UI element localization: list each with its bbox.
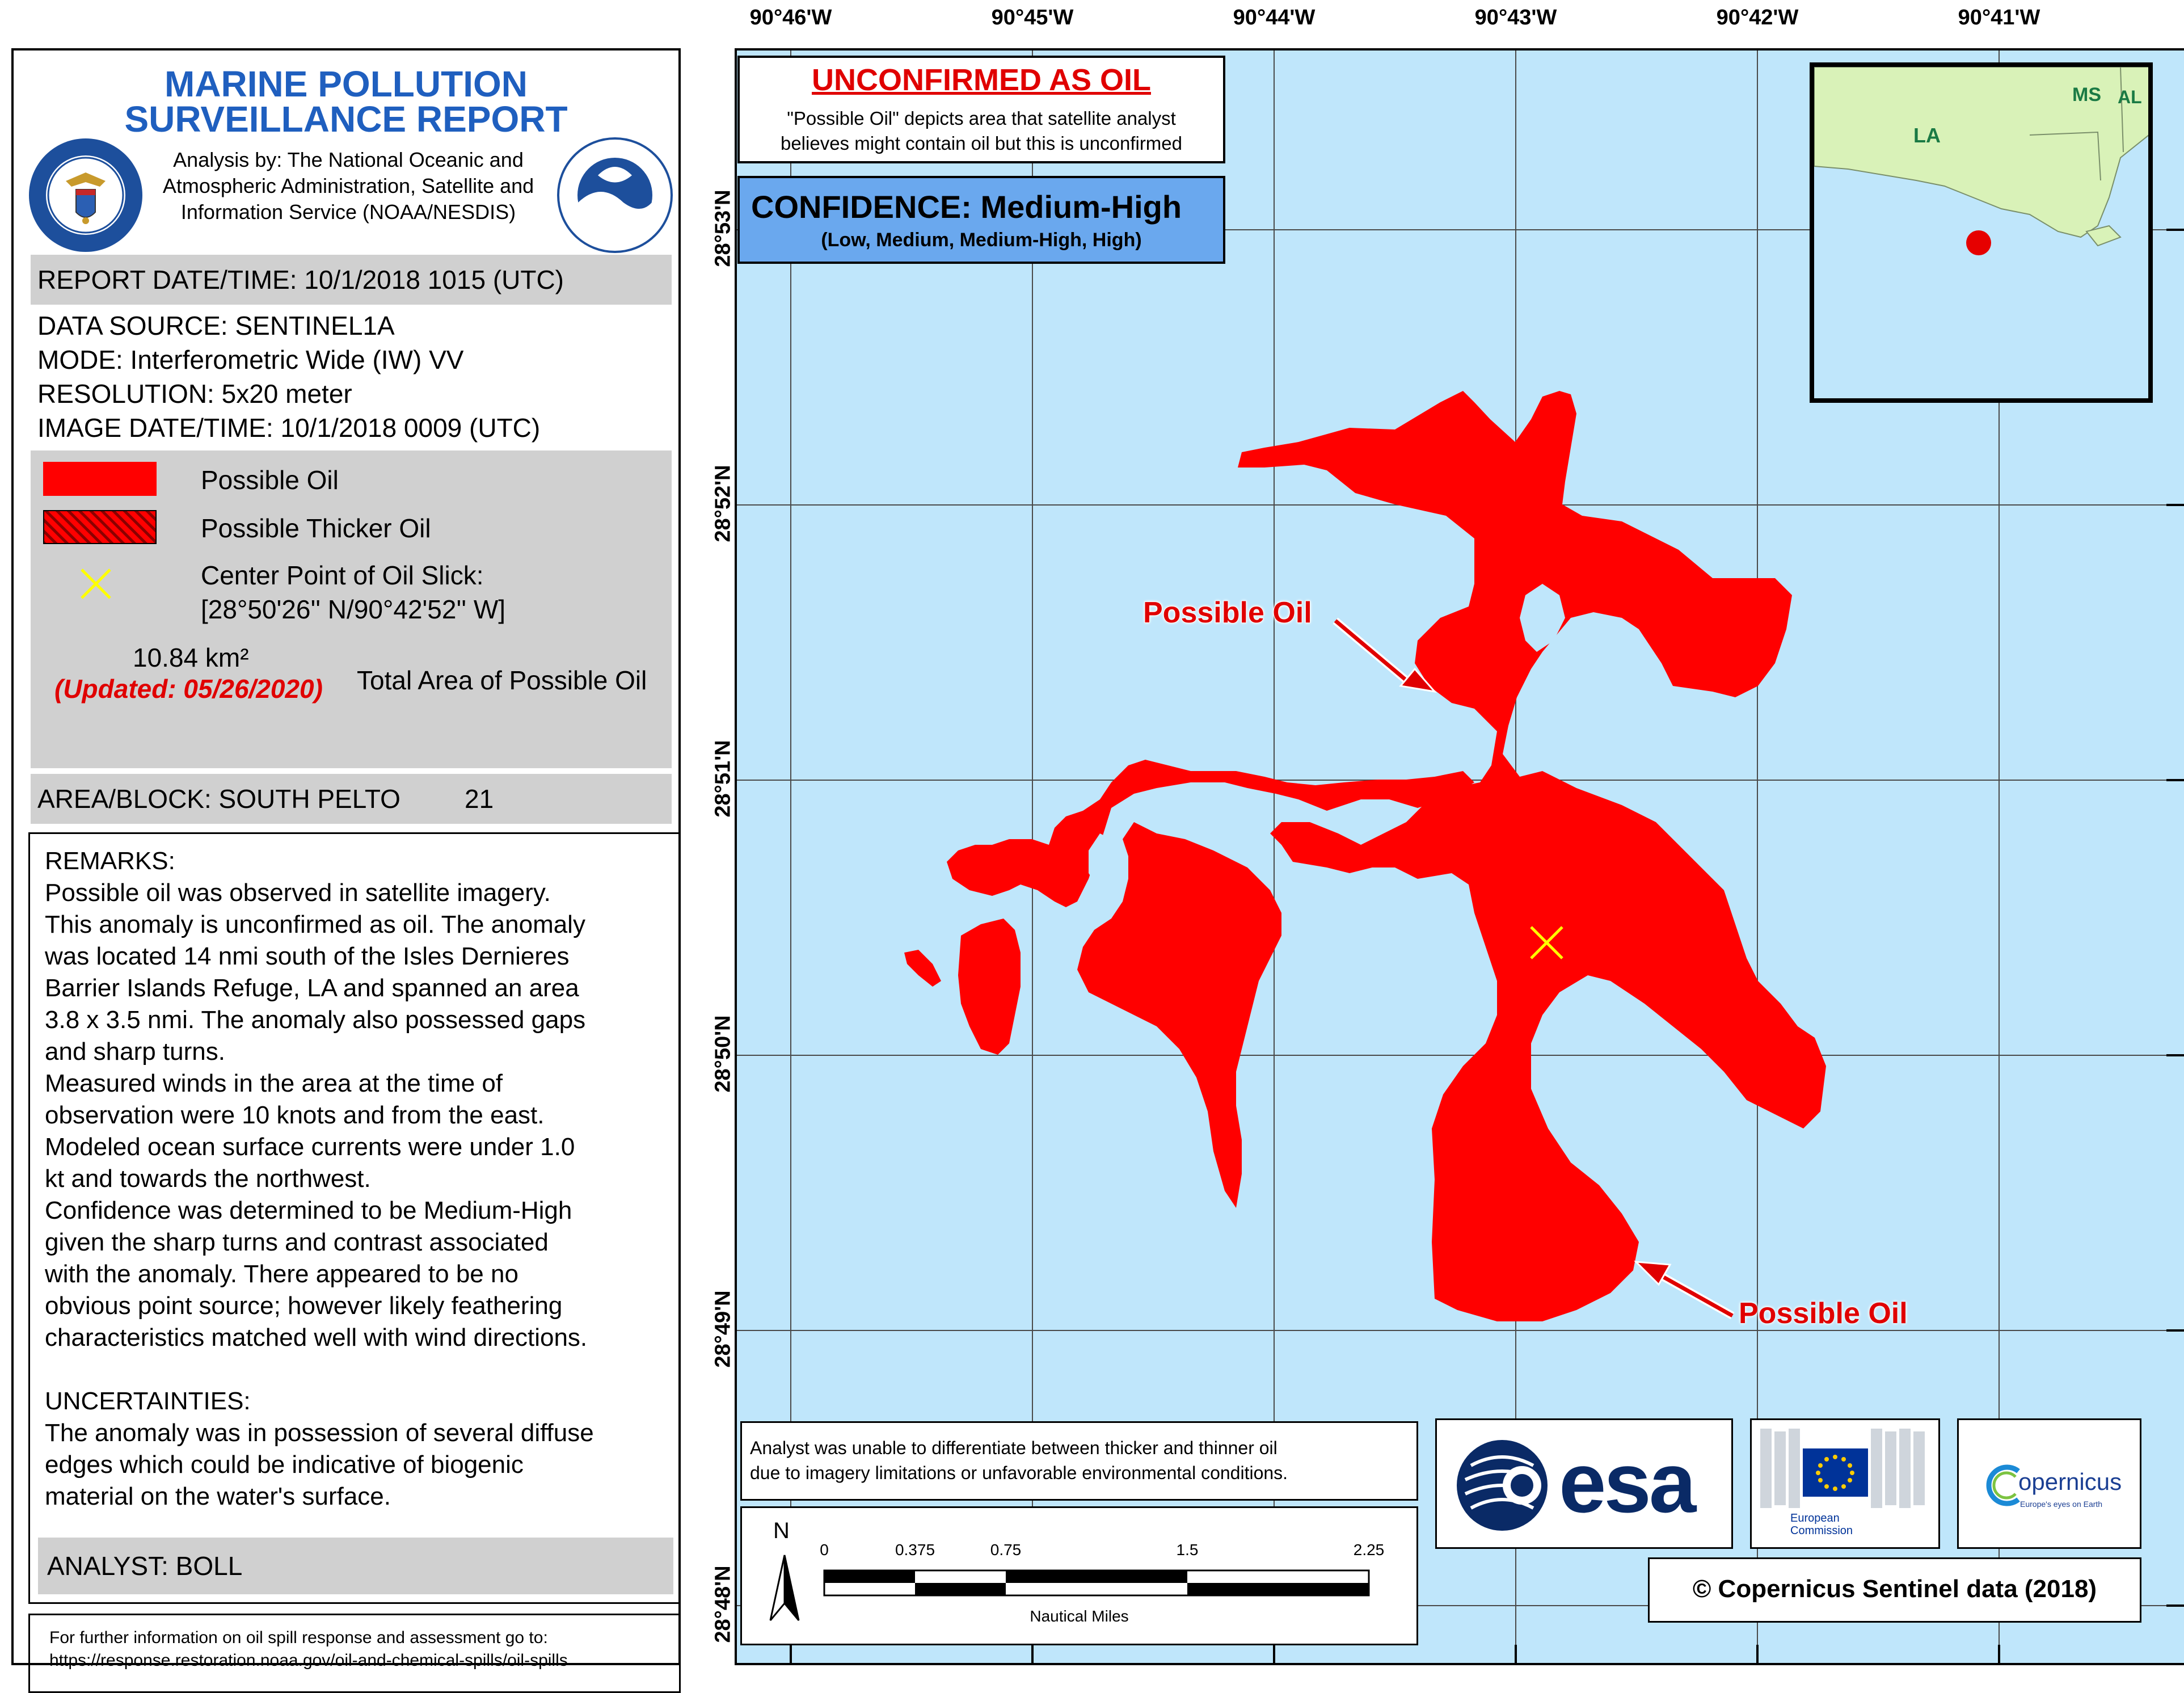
callout-label-2: Possible Oil: [1739, 1297, 1908, 1330]
legend-center-point: [201, 558, 505, 626]
remarks-line: kt and towards the northwest.: [45, 1165, 371, 1193]
analysis-line-2: Atmospheric Administration, Satellite and: [162, 174, 534, 197]
resolution-text: RESOLUTION: 5x20 meter: [37, 379, 352, 408]
scale-tick-label: 1.5: [1176, 1541, 1199, 1559]
remarks-line: Barrier Islands Refuge, LA and spanned an area: [45, 974, 579, 1002]
noaa-logo-icon: [555, 136, 674, 255]
remarks-box: [28, 832, 681, 1604]
doc-seal-icon: [26, 136, 145, 255]
data-source-text: DATA SOURCE: SENTINEL1A: [37, 311, 395, 340]
north-label: N: [773, 1518, 790, 1543]
eu-line-2: Commission: [1790, 1524, 1853, 1537]
center-point-label: Center Point of Oil Slick:: [201, 561, 484, 590]
remarks-line: and sharp turns.: [45, 1038, 225, 1066]
unconfirmed-description: [740, 106, 1223, 156]
remarks-line: with the anomaly. There appeared to be no: [45, 1260, 518, 1288]
area-block-bar: [31, 774, 672, 824]
longitude-label: 90°42'W: [1716, 6, 1799, 30]
remarks-line: This anomaly is unconfirmed as oil. The anomaly: [45, 911, 585, 938]
analyst-note: [750, 1435, 1288, 1485]
esa-wordmark: esa: [1559, 1435, 1694, 1530]
confidence-level: CONFIDENCE: Medium-High: [751, 189, 1182, 225]
longitude-label: 90°46'W: [749, 6, 832, 30]
confidence-box: [737, 176, 1225, 264]
center-point-coords: [28°50'26'' N/90°42'52'' W]: [201, 595, 506, 624]
latitude-label: 28°53'N: [711, 189, 735, 267]
data-source: [37, 309, 540, 445]
report-panel: [11, 48, 681, 1670]
uncertainties-line: material on the water's surface.: [45, 1483, 391, 1510]
longitude-label: 90°44'W: [1233, 6, 1316, 30]
latitude-label: 28°48'N: [711, 1565, 735, 1643]
analysis-line-1: Analysis by: The National Oceanic and: [173, 148, 524, 171]
copyright-box: [1648, 1557, 2141, 1623]
scale-tick-label: 0: [820, 1541, 829, 1559]
area-block: AREA/BLOCK: SOUTH PELTO: [37, 784, 400, 814]
scale-tick-label: 0.75: [990, 1541, 1022, 1559]
eu-line-1: European: [1790, 1512, 1840, 1524]
remarks-line: obvious point source; however likely feathering: [45, 1292, 563, 1320]
legend-possible-oil-swatch: [43, 462, 157, 496]
longitude-label: 90°45'W: [991, 6, 1074, 30]
analyst-note-box: [740, 1421, 1418, 1501]
analysis-line-3: Information Service (NOAA/NESDIS): [180, 200, 516, 224]
analyst-note-line-1: Analyst was unable to differentiate between thicker and thinner oil: [750, 1438, 1277, 1458]
scale-bar: [821, 1568, 1383, 1602]
remarks-line: observation were 10 knots and from the east.: [45, 1101, 545, 1129]
legend-thicker-oil-label: Possible Thicker Oil: [201, 513, 431, 543]
analyst-note-line-2: due to imagery limitations or unfavorable environmental conditions.: [750, 1463, 1288, 1483]
uncertainties-header: UNCERTAINTIES:: [45, 1387, 251, 1415]
copyright-text: © Copernicus Sentinel data (2018): [1692, 1575, 2097, 1603]
remarks-text: [45, 877, 674, 1354]
info-url-link[interactable]: https://response.restoration.noaa.gov/oil-and-chemical-spills/oil-spills: [49, 1651, 568, 1670]
mode-text: MODE: Interferometric Wide (IW) VV: [37, 345, 464, 374]
uncertainties-text: [45, 1417, 674, 1513]
remarks-line: characteristics matched well with wind directions.: [45, 1324, 588, 1351]
remarks-line: Measured winds in the area at the time of: [45, 1069, 503, 1097]
latitude-label: 28°52'N: [711, 465, 735, 542]
info-text: [49, 1627, 568, 1672]
inset-land: [1814, 67, 2149, 399]
remarks-line: was located 14 nmi south of the Isles Dernieres: [45, 942, 570, 970]
copernicus-logo-box: [1957, 1418, 2141, 1549]
unconfirmed-box: [737, 56, 1225, 163]
remarks-content: [45, 845, 674, 1513]
area-updated-note: (Updated: 05/26/2020): [54, 674, 323, 704]
remarks-line: Confidence was determined to be Medium-High: [45, 1197, 572, 1224]
remarks-line: Possible oil was observed in satellite imagery.: [45, 879, 551, 907]
unconfirmed-title: UNCONFIRMED AS OIL: [812, 63, 1151, 97]
inset-label-al: AL: [2118, 87, 2142, 107]
total-area-value: 10.84 km²: [133, 643, 249, 672]
eu-commission-text: [1790, 1512, 1853, 1537]
esa-logo-icon: [1454, 1437, 1556, 1534]
latitude-label: 28°51'N: [711, 740, 735, 818]
center-point-x-icon: [79, 567, 113, 601]
inset-label-la: LA: [1913, 124, 1941, 147]
legend-thicker-oil-swatch: [43, 510, 157, 544]
report-datetime-bar: [31, 255, 672, 305]
unconfirmed-line-1: "Possible Oil" depicts area that satellite analyst: [787, 108, 1176, 129]
total-area-label: Total Area of Possible Oil: [357, 666, 647, 695]
uncertainties-line: The anomaly was in possession of several diffuse: [45, 1419, 594, 1447]
latitude-label: 28°49'N: [711, 1290, 735, 1368]
inset-label-ms: MS: [2072, 84, 2101, 106]
remarks-header: REMARKS:: [45, 847, 175, 875]
longitude-label: 90°43'W: [1474, 6, 1557, 30]
report-datetime: REPORT DATE/TIME: 10/1/2018 1015 (UTC): [37, 265, 564, 294]
report-title-line1: MARINE POLLUTION: [165, 64, 528, 104]
copernicus-wordmark: opernicus: [2018, 1468, 2122, 1495]
remarks-line: given the sharp turns and contrast associated: [45, 1228, 549, 1256]
analyst-name: ANALYST: BOLL: [47, 1551, 243, 1581]
report-title-line2: SURVEILLANCE REPORT: [124, 99, 568, 140]
analyst-bar: [38, 1538, 673, 1594]
callout-label-1: Possible Oil: [1143, 596, 1312, 629]
scale-tick-label: 0.375: [895, 1541, 935, 1559]
unconfirmed-line-2: believes might contain oil but this is unconfirmed: [780, 133, 1183, 154]
analysis-credit: [144, 147, 553, 225]
latitude-label: 28°50'N: [711, 1015, 735, 1093]
info-box: [28, 1614, 681, 1693]
inset-location-marker: [1966, 230, 1991, 255]
remarks-line: 3.8 x 3.5 nmi. The anomaly also possessed gaps: [45, 1006, 586, 1034]
esa-logo-box: [1435, 1418, 1733, 1549]
scale-bar-box: [740, 1506, 1418, 1645]
eu-commission-logo-box: [1750, 1418, 1940, 1549]
info-line-1: For further information on oil spill response and assessment go to:: [49, 1628, 548, 1647]
image-datetime-text: IMAGE DATE/TIME: 10/1/2018 0009 (UTC): [37, 413, 541, 443]
area-block-number: 21: [465, 784, 494, 814]
scale-tick-label: 2.25: [1353, 1541, 1385, 1559]
uncertainties-line: edges which could be indicative of biogenic: [45, 1451, 524, 1479]
remarks-line: Modeled ocean surface currents were under 1.0: [45, 1133, 575, 1161]
legend: [31, 450, 672, 768]
inset-map: [1810, 62, 2153, 403]
legend-possible-oil-label: Possible Oil: [201, 465, 339, 495]
scale-unit: Nautical Miles: [1030, 1607, 1129, 1625]
copernicus-tagline: Europe's eyes on Earth: [2020, 1500, 2103, 1509]
longitude-label: 90°41'W: [1958, 6, 2040, 30]
report-title: [14, 64, 678, 140]
confidence-scale: (Low, Medium, Medium-High, High): [821, 229, 1142, 251]
